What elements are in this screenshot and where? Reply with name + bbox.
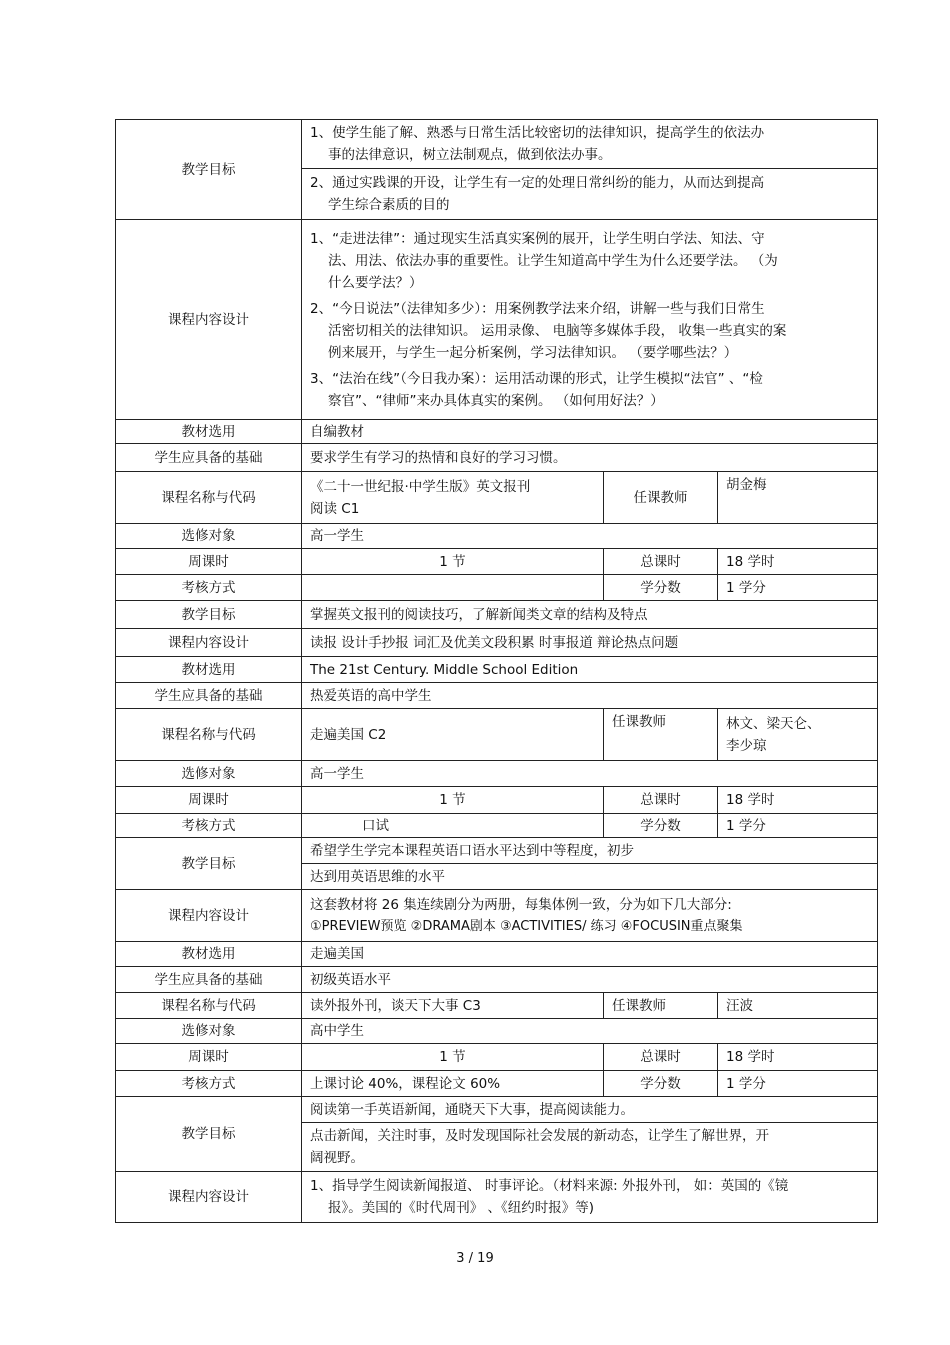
c3-goal-label: 教学目标 xyxy=(116,1097,302,1172)
c2-design-value: 这套教材将 26 集连续剧分为两册，每集体例一致，分为如下几大部分: ①PREVIEW预览 ②DRAMA剧本 ③ACTIVITIES/ 练习 ④FOCUSIN重点聚集 xyxy=(302,890,878,942)
page-number: 3 / 19 xyxy=(456,1251,494,1266)
course-table xyxy=(115,119,878,1223)
c3-credit-value: 1 学分 xyxy=(718,1071,878,1097)
c3-teacher-value: 汪波 xyxy=(718,993,878,1019)
c2-basis-label: 学生应具备的基础 xyxy=(116,967,302,993)
c3-design-value: 1、指导学生阅读新闻报道、 时事评论。（材料来源: 外报外刊， 如：英国的《镜 报》。美国的《时代周刊》 、《纽约时报》等) xyxy=(302,1172,878,1223)
c3-goal-a: 阅读第一手英语新闻，通晓天下大事，提高阅读能力。 xyxy=(302,1097,878,1123)
c3-target-value: 高中学生 xyxy=(302,1019,878,1044)
c1-teacher-value: 胡金梅 xyxy=(718,472,878,524)
textbook-value: 自编教材 xyxy=(302,420,878,444)
c2-textbook-value: 走遍美国 xyxy=(302,942,878,967)
c1-teacher-label: 任课教师 xyxy=(604,472,718,524)
c3-hours-label: 周课时 xyxy=(116,1044,302,1071)
c2-design-label: 课程内容设计 xyxy=(116,890,302,942)
c1-goal-label: 教学目标 xyxy=(116,601,302,629)
c2-target-label: 选修对象 xyxy=(116,761,302,787)
c2-target-value: 高一学生 xyxy=(302,761,878,787)
c2-teacher-label: 任课教师 xyxy=(604,709,718,761)
content-design-text: 1、“走进法律”：通过现实生活真实案例的展开，让学生明白学法、知法、守 法、用法、依法办事的重要性。让学生知道高中学生为什么还要学法。 （为 什么要学法？） 2、“今日说法”（法律知多少）：用案例教学法来介绍，讲解一些与我们日常生 活密切相关的法律知识。 运用录像、 电脑等多媒体手段， 收集一些真实的案 例来展开，与学生一起分析案例，学习法律知识。 （要学哪些法？） 3、“法治在线”（今日我办案）：运用活动课的形式，让学生模拟“法官” 、“检 察官”、“律师”来办具体真实的案例。 （如何用好法？） xyxy=(302,220,878,420)
c3-total-label: 总课时 xyxy=(604,1044,718,1071)
c2-goal-line-1: 希望学生学完本课程英语口语水平达到中等程度，初步 xyxy=(302,838,878,864)
c1-total-label: 总课时 xyxy=(604,549,718,575)
basis-value: 要求学生有学习的热情和良好的学习习惯。 xyxy=(302,444,878,472)
basis-label: 学生应具备的基础 xyxy=(116,444,302,472)
c1-total-value: 18 学时 xyxy=(718,549,878,575)
c2-hours-label: 周课时 xyxy=(116,787,302,814)
c1-exam-label: 考核方式 xyxy=(116,575,302,601)
c2-teacher-value: 林文、梁天仑、 李少琼 xyxy=(718,709,878,761)
c3-target-label: 选修对象 xyxy=(116,1019,302,1044)
c2-credit-value: 1 学分 xyxy=(718,814,878,838)
c3-design-label: 课程内容设计 xyxy=(116,1172,302,1223)
c1-credit-label: 学分数 xyxy=(604,575,718,601)
c3-total-value: 18 学时 xyxy=(718,1044,878,1071)
c1-target-label: 选修对象 xyxy=(116,524,302,549)
c1-goal-value: 掌握英文报刊的阅读技巧，了解新闻类文章的结构及特点 xyxy=(302,601,878,629)
c2-total-value: 18 学时 xyxy=(718,787,878,814)
c2-hours-value: 1 节 xyxy=(302,787,604,814)
c2-exam-value: 口试 xyxy=(302,814,604,838)
c1-textbook-label: 教材选用 xyxy=(116,657,302,683)
teaching-goal-1: 1、使学生能了解、熟悉与日常生活比较密切的法律知识，提高学生的依法办 事的法律意识，树立法制观点，做到依法办事。 xyxy=(302,120,878,169)
c3-teacher-label: 任课教师 xyxy=(604,993,718,1019)
c1-hours-value: 1 节 xyxy=(302,549,604,575)
c3-exam-value: 上课讨论 40%，课程论文 60% xyxy=(302,1071,604,1097)
content-design-label: 课程内容设计 xyxy=(116,220,302,420)
c1-target-value: 高一学生 xyxy=(302,524,878,549)
teaching-goal-label: 教学目标 xyxy=(116,120,302,220)
c1-basis-label: 学生应具备的基础 xyxy=(116,683,302,709)
teaching-goal-2: 2、通过实践课的开设，让学生有一定的处理日常纠纷的能力，从而达到提高 学生综合素质的目的 xyxy=(302,169,878,220)
c2-exam-label: 考核方式 xyxy=(116,814,302,838)
c2-name-value: 走遍美国 C2 xyxy=(302,709,604,761)
c1-design-value: 读报 设计手抄报 词汇及优美文段积累 时事报道 辩论热点问题 xyxy=(302,629,878,657)
c2-credit-label: 学分数 xyxy=(604,814,718,838)
c2-basis-value: 初级英语水平 xyxy=(302,967,878,993)
c1-exam-value xyxy=(302,575,604,601)
textbook-label: 教材选用 xyxy=(116,420,302,444)
c1-textbook-value: The 21st Century. Middle School Edition xyxy=(302,657,878,683)
c1-name-value: 《二十一世纪报·中学生版》英文报刊 阅读 C1 xyxy=(302,472,604,524)
c3-name-value: 读外报外刊，谈天下大事 C3 xyxy=(302,993,604,1019)
c2-name-label: 课程名称与代码 xyxy=(116,709,302,761)
c2-textbook-label: 教材选用 xyxy=(116,942,302,967)
c1-name-label: 课程名称与代码 xyxy=(116,472,302,524)
c3-hours-value: 1 节 xyxy=(302,1044,604,1071)
c3-exam-label: 考核方式 xyxy=(116,1071,302,1097)
c3-credit-label: 学分数 xyxy=(604,1071,718,1097)
c2-goal-label: 教学目标 xyxy=(116,838,302,890)
c3-name-label: 课程名称与代码 xyxy=(116,993,302,1019)
c1-design-label: 课程内容设计 xyxy=(116,629,302,657)
c1-basis-value: 热爱英语的高中学生 xyxy=(302,683,878,709)
c2-goal-line-2: 达到用英语思维的水平 xyxy=(302,864,878,890)
c1-credit-value: 1 学分 xyxy=(718,575,878,601)
c1-hours-label: 周课时 xyxy=(116,549,302,575)
c2-total-label: 总课时 xyxy=(604,787,718,814)
c3-goal-b: 点击新闻，关注时事，及时发现国际社会发展的新动态，让学生了解世界，开 阔视野。 xyxy=(302,1123,878,1172)
